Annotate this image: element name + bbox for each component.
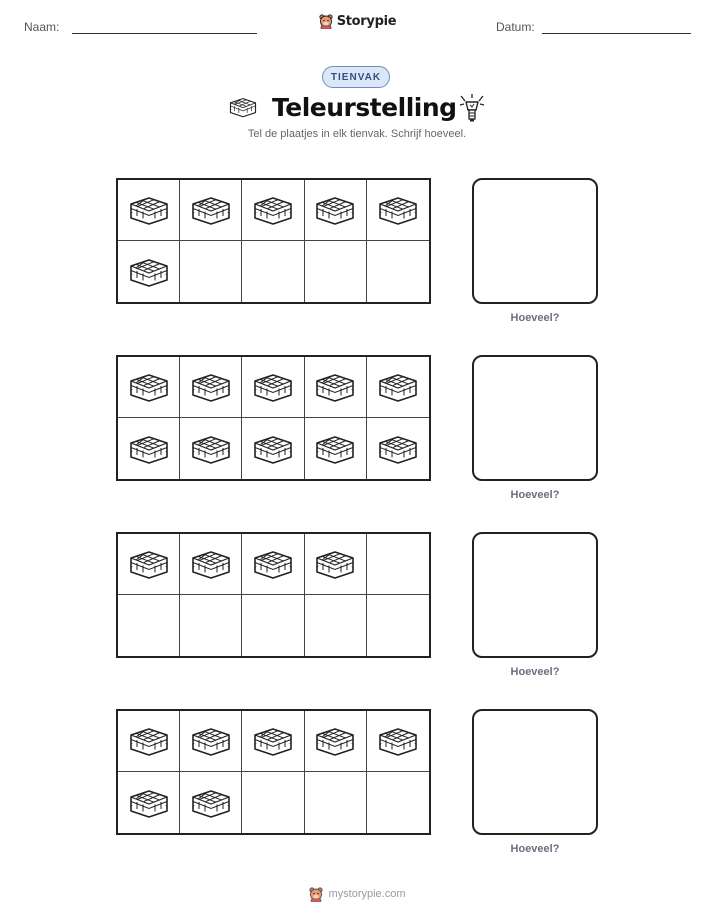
ten-frame-cell [118,772,180,833]
storypie-mascot-icon [308,886,324,902]
ten-frame-cell [305,357,367,418]
ten-frame-cell [180,711,242,772]
ten-frame-cell [367,711,429,772]
brand-name: Storypie [336,13,397,29]
ten-frame-cell [367,180,429,241]
ten-frame-cell [118,534,180,595]
answer-label-3: Hoeveel? [510,666,560,678]
folded-blanket-icon [375,372,421,402]
ten-frame-cell [180,241,242,302]
ten-frame-cell [367,357,429,418]
ten-frame-cell [118,180,180,241]
folded-blanket-icon [188,549,234,579]
ten-frame-cell [367,772,429,833]
date-line[interactable] [542,33,691,34]
ten-frame-cell [242,357,304,418]
ten-frame-cell [180,595,242,656]
ten-frame-cell [180,180,242,241]
ten-frame-cell [118,241,180,302]
ten-frame-cell [118,595,180,656]
folded-blanket-icon [375,195,421,225]
brand-logo [0,13,714,34]
ten-frame-2 [116,355,431,481]
folded-blanket-icon [250,434,296,464]
ten-frame-cell [242,418,304,479]
ten-frame-cell [305,180,367,241]
ten-frame-cell [180,357,242,418]
folded-blanket-icon [250,726,296,756]
ten-frame-cell [242,241,304,302]
instructions: Tel de plaatjes in elk tienvak. Schrijf hoeveel. [247,128,467,140]
date-label: Datum: [496,20,535,34]
folded-blanket-icon [188,195,234,225]
ten-frame-4 [116,709,431,835]
category-badge: TIENVAK [322,66,390,88]
ten-frame-cell [367,595,429,656]
ten-frame-cell [242,595,304,656]
folded-blanket-icon [250,372,296,402]
ten-frame-3 [116,532,431,658]
folded-blanket-icon [126,434,172,464]
folded-blanket-icon [126,726,172,756]
folded-blanket-icon [375,434,421,464]
ten-frame-cell [367,418,429,479]
folded-blanket-icon [312,434,358,464]
ten-frame-cell [367,241,429,302]
answer-box-1[interactable] [472,178,598,304]
folded-blanket-icon [188,434,234,464]
folded-blanket-icon [250,195,296,225]
ten-frame-cell [180,418,242,479]
ten-frame-cell [305,241,367,302]
ten-frame-cell [180,772,242,833]
ten-frame-cell [180,534,242,595]
ten-frame-cell [242,180,304,241]
title-row [0,90,714,126]
ten-frame-cell [305,711,367,772]
folded-blanket-icon [312,726,358,756]
folded-blanket-icon [312,549,358,579]
ten-frame-cell [305,534,367,595]
folded-blanket-icon [227,96,259,118]
folded-blanket-icon [312,195,358,225]
folded-blanket-icon [126,372,172,402]
answer-box-2[interactable] [472,355,598,481]
folded-blanket-icon [250,549,296,579]
folded-blanket-icon [188,372,234,402]
folded-blanket-icon [188,726,234,756]
page-title: Teleurstelling [272,93,457,122]
answer-label-4: Hoeveel? [510,843,560,855]
answer-box-4[interactable] [472,709,598,835]
answer-box-3[interactable] [472,532,598,658]
folded-blanket-icon [126,549,172,579]
folded-blanket-icon [126,788,172,818]
folded-blanket-icon [312,372,358,402]
ten-frame-cell [305,418,367,479]
name-label: Naam: [24,20,60,34]
ten-frame-cell [242,534,304,595]
ten-frame-cell [367,534,429,595]
ten-frame-cell [305,772,367,833]
answer-label-1: Hoeveel? [510,312,560,324]
folded-blanket-icon [126,195,172,225]
storypie-mascot-icon [318,13,334,29]
ten-frame-cell [242,772,304,833]
ten-frame-cell [305,595,367,656]
folded-blanket-icon [126,257,172,287]
footer-site: mystorypie.com [328,888,406,900]
footer [0,886,714,907]
ten-frame-cell [118,711,180,772]
folded-blanket-icon [188,788,234,818]
ten-frame-cell [118,418,180,479]
ten-frame-cell [242,711,304,772]
answer-label-2: Hoeveel? [510,489,560,501]
ten-frame-1 [116,178,431,304]
broken-lamp-icon [457,93,487,123]
ten-frame-cell [118,357,180,418]
folded-blanket-icon [375,726,421,756]
